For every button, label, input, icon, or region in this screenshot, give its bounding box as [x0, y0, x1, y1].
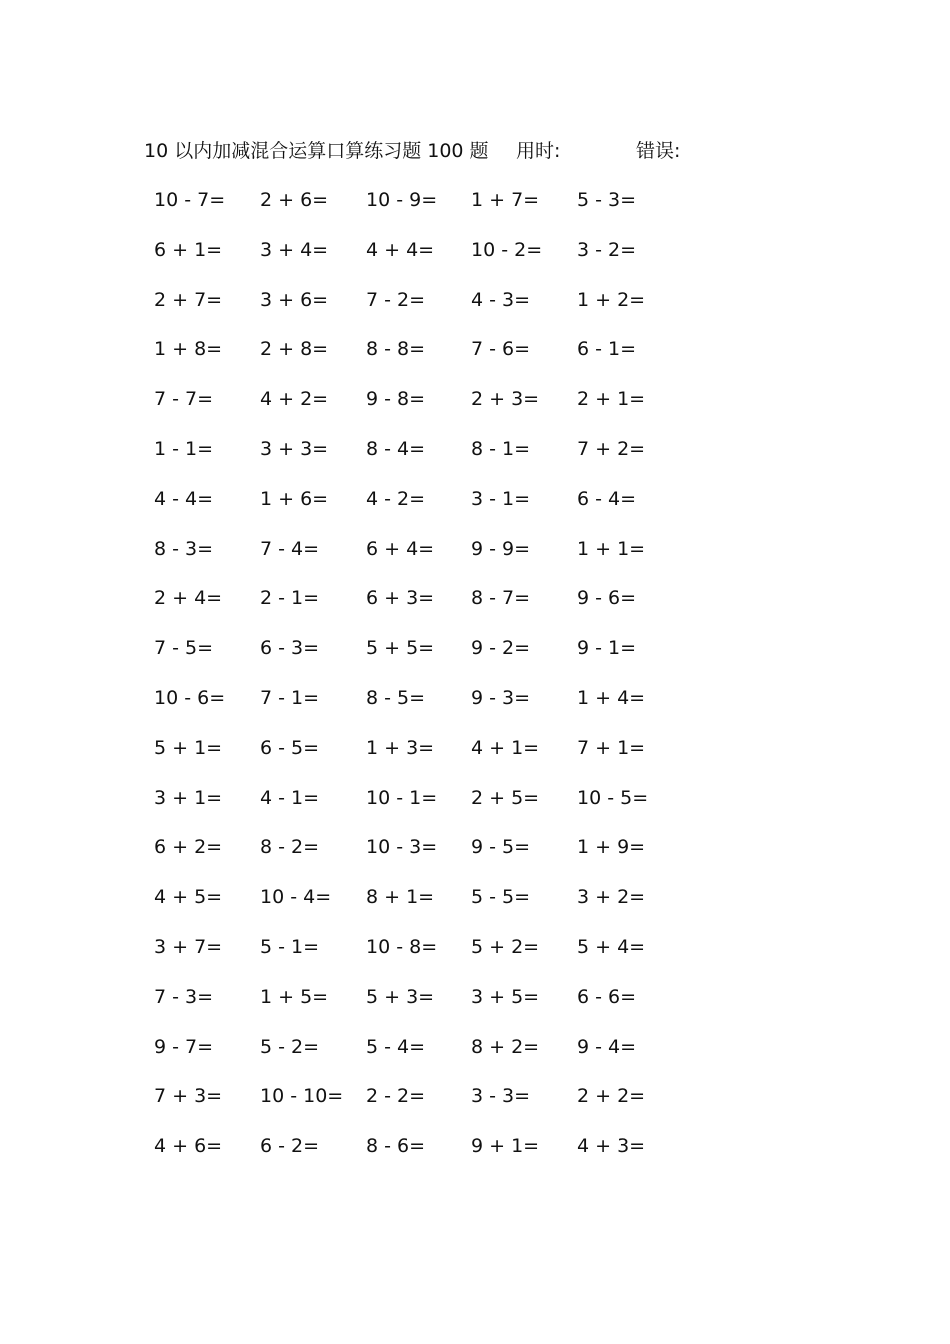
problem-r15-c5: 3 + 2= — [577, 886, 646, 908]
problem-r10-c3: 5 + 5= — [366, 637, 435, 659]
problem-r10-c4: 9 - 2= — [471, 637, 531, 659]
problem-r15-c2: 10 - 4= — [260, 886, 332, 908]
problem-r17-c2: 1 + 5= — [260, 986, 329, 1008]
problem-r19-c5: 2 + 2= — [577, 1085, 646, 1107]
problem-r3-c5: 1 + 2= — [577, 289, 646, 311]
problem-r2-c4: 10 - 2= — [471, 239, 543, 261]
problem-r5-c1: 7 - 7= — [154, 388, 214, 410]
problem-r6-c4: 8 - 1= — [471, 438, 531, 460]
problem-r14-c1: 6 + 2= — [154, 836, 223, 858]
problem-r15-c4: 5 - 5= — [471, 886, 531, 908]
problem-r8-c2: 7 - 4= — [260, 538, 320, 560]
problem-r5-c5: 2 + 1= — [577, 388, 646, 410]
problem-r14-c5: 1 + 9= — [577, 836, 646, 858]
problem-r17-c5: 6 - 6= — [577, 986, 637, 1008]
problem-r15-c3: 8 + 1= — [366, 886, 435, 908]
problem-r8-c3: 6 + 4= — [366, 538, 435, 560]
problem-r4-c3: 8 - 8= — [366, 338, 426, 360]
problem-r19-c2: 10 - 10= — [260, 1085, 344, 1107]
problem-r1-c1: 10 - 7= — [154, 189, 226, 211]
problem-r7-c3: 4 - 2= — [366, 488, 426, 510]
problem-r4-c5: 6 - 1= — [577, 338, 637, 360]
problem-r20-c3: 8 - 6= — [366, 1135, 426, 1157]
problem-r20-c5: 4 + 3= — [577, 1135, 646, 1157]
problem-r16-c1: 3 + 7= — [154, 936, 223, 958]
problem-r18-c4: 8 + 2= — [471, 1036, 540, 1058]
problem-r7-c5: 6 - 4= — [577, 488, 637, 510]
problem-r3-c2: 3 + 6= — [260, 289, 329, 311]
problem-r17-c1: 7 - 3= — [154, 986, 214, 1008]
problem-r1-c3: 10 - 9= — [366, 189, 438, 211]
problem-r5-c4: 2 + 3= — [471, 388, 540, 410]
problem-r2-c2: 3 + 4= — [260, 239, 329, 261]
problem-r8-c1: 8 - 3= — [154, 538, 214, 560]
problem-r3-c3: 7 - 2= — [366, 289, 426, 311]
problem-r12-c1: 5 + 1= — [154, 737, 223, 759]
problem-r15-c1: 4 + 5= — [154, 886, 223, 908]
problem-r16-c3: 10 - 8= — [366, 936, 438, 958]
problem-r16-c5: 5 + 4= — [577, 936, 646, 958]
problem-r19-c4: 3 - 3= — [471, 1085, 531, 1107]
problem-r12-c5: 7 + 1= — [577, 737, 646, 759]
problem-r4-c4: 7 - 6= — [471, 338, 531, 360]
problem-r16-c4: 5 + 2= — [471, 936, 540, 958]
problem-r9-c4: 8 - 7= — [471, 587, 531, 609]
problem-r6-c2: 3 + 3= — [260, 438, 329, 460]
problem-r11-c5: 1 + 4= — [577, 687, 646, 709]
problem-r20-c4: 9 + 1= — [471, 1135, 540, 1157]
problem-r11-c4: 9 - 3= — [471, 687, 531, 709]
problem-r14-c2: 8 - 2= — [260, 836, 320, 858]
problem-r20-c1: 4 + 6= — [154, 1135, 223, 1157]
problem-r20-c2: 6 - 2= — [260, 1135, 320, 1157]
problem-r7-c2: 1 + 6= — [260, 488, 329, 510]
problem-r13-c5: 10 - 5= — [577, 787, 649, 809]
problem-r10-c1: 7 - 5= — [154, 637, 214, 659]
problem-r3-c4: 4 - 3= — [471, 289, 531, 311]
problem-r17-c3: 5 + 3= — [366, 986, 435, 1008]
problem-r11-c3: 8 - 5= — [366, 687, 426, 709]
problem-r1-c4: 1 + 7= — [471, 189, 540, 211]
problem-r18-c1: 9 - 7= — [154, 1036, 214, 1058]
problem-r1-c5: 5 - 3= — [577, 189, 637, 211]
problem-r17-c4: 3 + 5= — [471, 986, 540, 1008]
worksheet-title: 10 以内加减混合运算口算练习题 100 题 — [144, 140, 489, 162]
problem-r12-c2: 6 - 5= — [260, 737, 320, 759]
problem-r9-c3: 6 + 3= — [366, 587, 435, 609]
problem-r6-c3: 8 - 4= — [366, 438, 426, 460]
problem-r13-c4: 2 + 5= — [471, 787, 540, 809]
problem-r18-c2: 5 - 2= — [260, 1036, 320, 1058]
problem-r13-c2: 4 - 1= — [260, 787, 320, 809]
problem-r3-c1: 2 + 7= — [154, 289, 223, 311]
problem-r5-c3: 9 - 8= — [366, 388, 426, 410]
problem-r2-c5: 3 - 2= — [577, 239, 637, 261]
problem-r9-c1: 2 + 4= — [154, 587, 223, 609]
problem-r6-c1: 1 - 1= — [154, 438, 214, 460]
problem-r5-c2: 4 + 2= — [260, 388, 329, 410]
problem-r11-c1: 10 - 6= — [154, 687, 226, 709]
problem-r19-c3: 2 - 2= — [366, 1085, 426, 1107]
problem-r4-c2: 2 + 8= — [260, 338, 329, 360]
problem-r14-c3: 10 - 3= — [366, 836, 438, 858]
problem-r19-c1: 7 + 3= — [154, 1085, 223, 1107]
problem-r4-c1: 1 + 8= — [154, 338, 223, 360]
problem-r6-c5: 7 + 2= — [577, 438, 646, 460]
problem-r13-c3: 10 - 1= — [366, 787, 438, 809]
problem-r7-c4: 3 - 1= — [471, 488, 531, 510]
time-label: 用时: — [516, 140, 561, 162]
problem-r7-c1: 4 - 4= — [154, 488, 214, 510]
problem-r12-c4: 4 + 1= — [471, 737, 540, 759]
problem-r18-c5: 9 - 4= — [577, 1036, 637, 1058]
problem-r16-c2: 5 - 1= — [260, 936, 320, 958]
errors-label: 错误: — [636, 140, 681, 162]
problem-r9-c5: 9 - 6= — [577, 587, 637, 609]
problem-r2-c1: 6 + 1= — [154, 239, 223, 261]
problem-r11-c2: 7 - 1= — [260, 687, 320, 709]
problem-r10-c5: 9 - 1= — [577, 637, 637, 659]
problem-r8-c4: 9 - 9= — [471, 538, 531, 560]
problem-r8-c5: 1 + 1= — [577, 538, 646, 560]
problem-r1-c2: 2 + 6= — [260, 189, 329, 211]
problem-r10-c2: 6 - 3= — [260, 637, 320, 659]
problem-r14-c4: 9 - 5= — [471, 836, 531, 858]
problem-r13-c1: 3 + 1= — [154, 787, 223, 809]
problem-r9-c2: 2 - 1= — [260, 587, 320, 609]
problem-r2-c3: 4 + 4= — [366, 239, 435, 261]
problem-r18-c3: 5 - 4= — [366, 1036, 426, 1058]
problem-r12-c3: 1 + 3= — [366, 737, 435, 759]
